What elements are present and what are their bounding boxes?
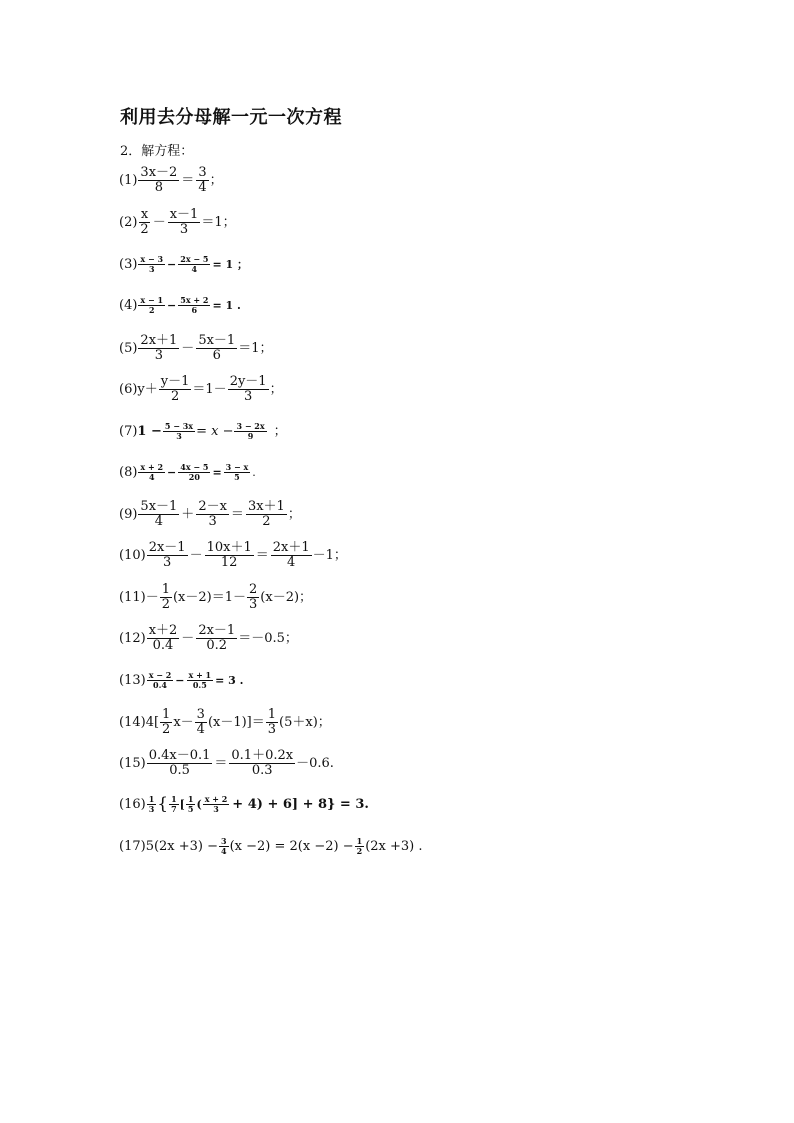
fraction: $\frac{3}{4}$ <box>196 706 205 737</box>
equation-number: (16) <box>119 796 146 812</box>
brace: { <box>157 793 169 814</box>
equation-number: (1) <box>119 172 138 188</box>
fraction: $\frac{3x-2}{8}$ <box>140 164 178 195</box>
fraction: $\frac{2x - 5}{4}$ <box>180 254 209 274</box>
equation-prefix: y＋ <box>137 381 158 397</box>
operator: − <box>175 673 185 687</box>
equation-9 <box>119 496 301 532</box>
fraction: $\frac{3 - x}{5}$ <box>225 462 249 482</box>
operator: = <box>212 465 222 479</box>
operator: ＝ <box>230 506 244 522</box>
fraction: $\frac{3}{4}$ <box>221 836 227 856</box>
fraction: $\frac{x-1}{3}$ <box>169 206 199 237</box>
equation-1 <box>119 162 223 198</box>
fraction: $\frac{x - 3}{3}$ <box>140 254 164 274</box>
fraction: $\frac{y-1}{2}$ <box>160 373 190 404</box>
operator: ＝ <box>255 547 269 563</box>
equation-tail: = 1 . <box>212 298 241 312</box>
equation-number: (5) <box>119 340 138 356</box>
operator: ＝ <box>214 755 228 771</box>
equation-tail: (x－2)； <box>260 589 313 605</box>
operator: ＝ <box>181 172 195 188</box>
equation-8 <box>119 454 257 490</box>
equation-number: (8) <box>119 464 138 480</box>
fraction: $\frac{2x-1}{3}$ <box>148 539 186 570</box>
equation-number: (3) <box>119 256 138 272</box>
fraction: $\frac{1}{3}$ <box>148 794 155 814</box>
equation-tail: . <box>252 465 256 479</box>
equation-tail: ； <box>209 172 223 188</box>
fraction: $\frac{1}{5}$ <box>187 794 194 814</box>
fraction: $\frac{3 - 2x}{9}$ <box>236 421 265 441</box>
equation-middle: ＝1－ <box>192 381 227 397</box>
equation-tail: ＝1； <box>201 214 236 230</box>
fraction: $\frac{x - 1}{2}$ <box>140 295 164 315</box>
question-heading: 2．解方程： <box>120 144 194 159</box>
equation-tail: ＝1； <box>238 340 273 356</box>
fraction: $\frac{x - 2}{0.4}$ <box>148 670 172 690</box>
fraction: $\frac{5x-1}{4}$ <box>140 498 178 529</box>
equation-number: (10) <box>119 547 146 563</box>
fraction: $\frac{1}{3}$ <box>267 706 277 737</box>
equation-16 <box>119 786 369 822</box>
equation-number: (6) <box>119 381 138 397</box>
fraction: $\frac{5 - 3x}{3}$ <box>164 421 194 441</box>
equation-4 <box>119 287 242 323</box>
fraction: $\frac{5x-1}{6}$ <box>198 332 236 363</box>
equation-tail: －0.6. <box>296 755 334 771</box>
equation-10 <box>119 537 347 573</box>
fraction: $\frac{2x+1}{4}$ <box>272 539 310 570</box>
fraction: $\frac{0.1+0.2x}{0.3}$ <box>231 747 294 778</box>
fraction: $\frac{2x-1}{0.2}$ <box>198 622 236 653</box>
equation-number: (4) <box>119 297 138 313</box>
equation-number: (9) <box>119 506 138 522</box>
operator: − <box>167 465 177 479</box>
equation-11 <box>119 579 312 615</box>
fraction: $\frac{5x + 2}{6}$ <box>180 295 209 315</box>
fraction: $\frac{1}{2}$ <box>161 581 170 612</box>
equation-tail: + 4) + 6] + 8} = 3. <box>232 796 369 812</box>
equation-prefix: － <box>145 589 159 605</box>
equation-17 <box>119 828 423 864</box>
equation-middle: (x－1)]＝ <box>207 714 265 730</box>
equation-13 <box>119 662 244 698</box>
equation-tail: (2x +3) . <box>365 838 423 854</box>
equation-middle: = x − <box>196 423 234 439</box>
equation-tail: = 3 . <box>215 673 244 687</box>
equation-number: (15) <box>119 755 146 771</box>
operator: － <box>189 547 203 563</box>
fraction: $\frac{1}{2}$ <box>356 836 363 856</box>
fraction: $\frac{x + 2}{4}$ <box>140 462 164 482</box>
fraction: $\frac{2y-1}{3}$ <box>229 373 267 404</box>
fraction: $\frac{10x+1}{12}$ <box>206 539 252 570</box>
equation-number: (12) <box>119 630 146 646</box>
equation-tail: ； <box>287 506 301 522</box>
operator: － <box>181 340 195 356</box>
fraction: $\frac{1}{7}$ <box>171 794 177 814</box>
operator: － <box>152 214 166 230</box>
fraction: $\frac{x + 2}{3}$ <box>204 794 228 814</box>
fraction: $\frac{2-x}{3}$ <box>198 498 227 529</box>
equation-number: (13) <box>119 672 146 688</box>
equation-5 <box>119 330 272 366</box>
equation-tail: = 1 ； <box>212 257 248 271</box>
operator: ＋ <box>181 506 195 522</box>
equation-12 <box>119 620 298 656</box>
fraction: $\frac{3}{4}$ <box>198 164 207 195</box>
fraction: $\frac{4x - 5}{20}$ <box>180 462 209 482</box>
equation-tail: ； <box>273 423 287 439</box>
fraction: $\frac{1}{2}$ <box>162 706 171 737</box>
page-title: 利用去分母解一元一次方程 <box>120 107 342 128</box>
bracket: [ <box>179 797 185 811</box>
equation-prefix: 5(2x +3) − <box>145 838 219 854</box>
equation-middle: (x −2) = 2(x −2) − <box>229 838 354 854</box>
equation-tail: ＝－0.5； <box>238 630 298 646</box>
equation-tail: －1； <box>312 547 347 563</box>
operator: − <box>167 298 177 312</box>
equation-15 <box>119 745 334 781</box>
fraction: $\frac{0.4x-0.1}{0.5}$ <box>148 747 211 778</box>
equation-middle: (x－2)＝1－ <box>172 589 247 605</box>
fraction: $\frac{3x+1}{2}$ <box>247 498 285 529</box>
equation-number: (7) <box>119 423 138 439</box>
operator: － <box>181 630 195 646</box>
equation-tail: ； <box>269 381 283 397</box>
equation-prefix: 4[ <box>145 714 160 730</box>
equation-2 <box>119 204 236 240</box>
fraction: $\frac{2x+1}{3}$ <box>140 332 178 363</box>
equation-7 <box>119 413 287 449</box>
equation-number: (14) <box>119 714 146 730</box>
fraction: $\frac{x}{2}$ <box>140 206 149 237</box>
equation-14 <box>119 704 331 740</box>
fraction: $\frac{x+2}{0.4}$ <box>148 622 178 653</box>
equation-6 <box>119 371 283 407</box>
equation-middle: x－ <box>173 714 194 730</box>
paren: ( <box>196 797 202 811</box>
fraction: $\frac{2}{3}$ <box>249 581 258 612</box>
equation-number: (2) <box>119 214 138 230</box>
operator: − <box>167 257 177 271</box>
equation-number: (17) <box>119 838 146 854</box>
equation-tail: (5＋x)； <box>279 714 331 730</box>
fraction: $\frac{x + 1}{0.5}$ <box>188 670 212 690</box>
equation-3 <box>119 246 249 282</box>
equation-prefix: 1 − <box>137 423 162 439</box>
equation-number: (11) <box>119 589 146 605</box>
